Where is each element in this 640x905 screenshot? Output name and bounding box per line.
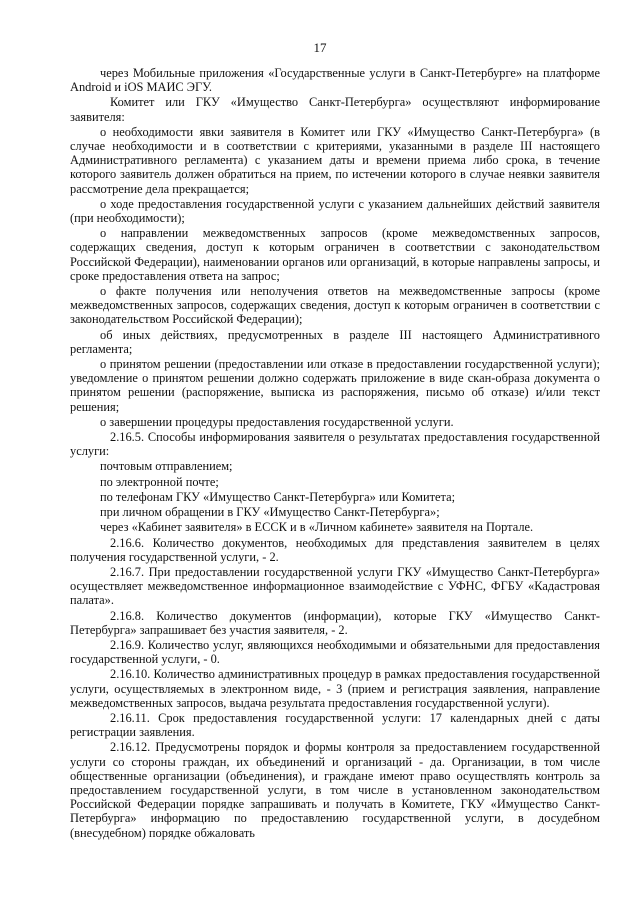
page-number: 17 <box>313 40 327 55</box>
list-item: при личном обращении в ГКУ «Имущество Санкт-Петербурга»; <box>100 505 440 520</box>
section-paragraph: 2.16.5. Способы информирования заявителя о результатах предоставления государственной услуги: <box>70 430 600 459</box>
section-paragraph: 2.16.12. Предусмотрены порядок и формы контроля за предоставлением государственной услуги со стороны граждан, их объединений и организаций - да. Организации, в том числе общественные организации (объединения), и граждане имеют право осуществлять контроль за предоставлением государственной услуги, в том числе в установленном законодательством Российской Федерации порядке запрашивать и получать в Комитете, ГКУ «Имущество Санкт-Петербурга» информацию по предоставлению государственной услуги, в досудебном (внесудебном) порядке обжаловать <box>70 740 600 840</box>
section-paragraph: 2.16.6. Количество документов, необходимых для представления заявителем в целях получения государственной услуги, - 2. <box>70 535 600 564</box>
paragraph: Комитет или ГКУ «Имущество Санкт-Петербурга» осуществляют информирование заявителя: <box>70 95 600 124</box>
list-item: по телефонам ГКУ «Имущество Санкт-Петербурга» или Комитета; <box>100 489 456 504</box>
section-paragraph: 2.16.10. Количество административных процедур в рамках предоставления государственной услуги, осуществляемых в электронном виде, - 3 (прием и регистрация заявления, направление межведомственных запросов, выдача результата предоставления государственной услуги). <box>70 667 600 710</box>
paragraph: о принятом решении (предоставлении или отказе в предоставлении государственной услуги); уведомление о принятом решении должно содержать приложение в виде скан-образа документа о принятом решении (распоряжение, выписка из распоряжения, письмо об отказе) и/или текст решения; <box>70 357 600 414</box>
list-item: почтовым отправлением; <box>100 459 233 474</box>
paragraph: о направлении межведомственных запросов (кроме межведомственных запросов, содержащих сведения, доступ к которым ограничен в соответствии с законодательством Российской Федерации), наименовании органов или организаций, в которые направлены запросы, и сроке предоставления ответа на запрос; <box>70 226 600 283</box>
paragraph: о необходимости явки заявителя в Комитет или ГКУ «Имущество Санкт-Петербурга» (в случае необходимости и в соответствии с критериями, указанными в разделе III настоящего Административного регламента) с указанием даты и времени приема либо срока, в течение которого заявитель должен обратиться на прием, по истечении которого в случае неявки заявителя рассмотрение дела прекращается; <box>70 124 600 196</box>
paragraph: о завершении процедуры предоставления государственной услуги. <box>100 414 454 429</box>
paragraph: о факте получения или неполучения ответов на межведомственные запросы (кроме межведомственных запросов, содержащих сведения, доступ к которым ограничен в соответствии с законодательством Российской Федерации); <box>70 284 600 327</box>
paragraph: об иных действиях, предусмотренных в разделе III настоящего Административного регламента; <box>70 327 600 356</box>
body-text <box>70 66 600 841</box>
section-paragraph: 2.16.8. Количество документов (информации), которые ГКУ «Имущество Санкт-Петербурга» запрашивает без участия заявителя, - 2. <box>70 608 600 637</box>
list-item: по электронной почте; <box>100 474 219 489</box>
paragraph: через Мобильные приложения «Государственные услуги в Санкт-Петербурге» на платформе Android и iOS МАИС ЭГУ. <box>70 66 600 95</box>
section-paragraph: 2.16.9. Количество услуг, являющихся необходимыми и обязательными для предоставления государственной услуги, - 0. <box>70 637 600 667</box>
paragraph: о ходе предоставления государственной услуги с указанием дальнейших действий заявителя (при необходимости); <box>70 196 600 226</box>
list-item: через «Кабинет заявителя» в ЕССК и в «Личном кабинете» заявителя на Портале. <box>100 520 534 535</box>
section-paragraph: 2.16.7. При предоставлении государственной услуги ГКУ «Имущество Санкт-Петербурга» осуществляет межведомственное информационное взаимодействие с УФНС, ФГБУ «Кадастровая палата». <box>70 564 600 608</box>
section-paragraph: 2.16.11. Срок предоставления государственной услуги: 17 календарных дней с даты регистрации заявления. <box>70 710 600 740</box>
